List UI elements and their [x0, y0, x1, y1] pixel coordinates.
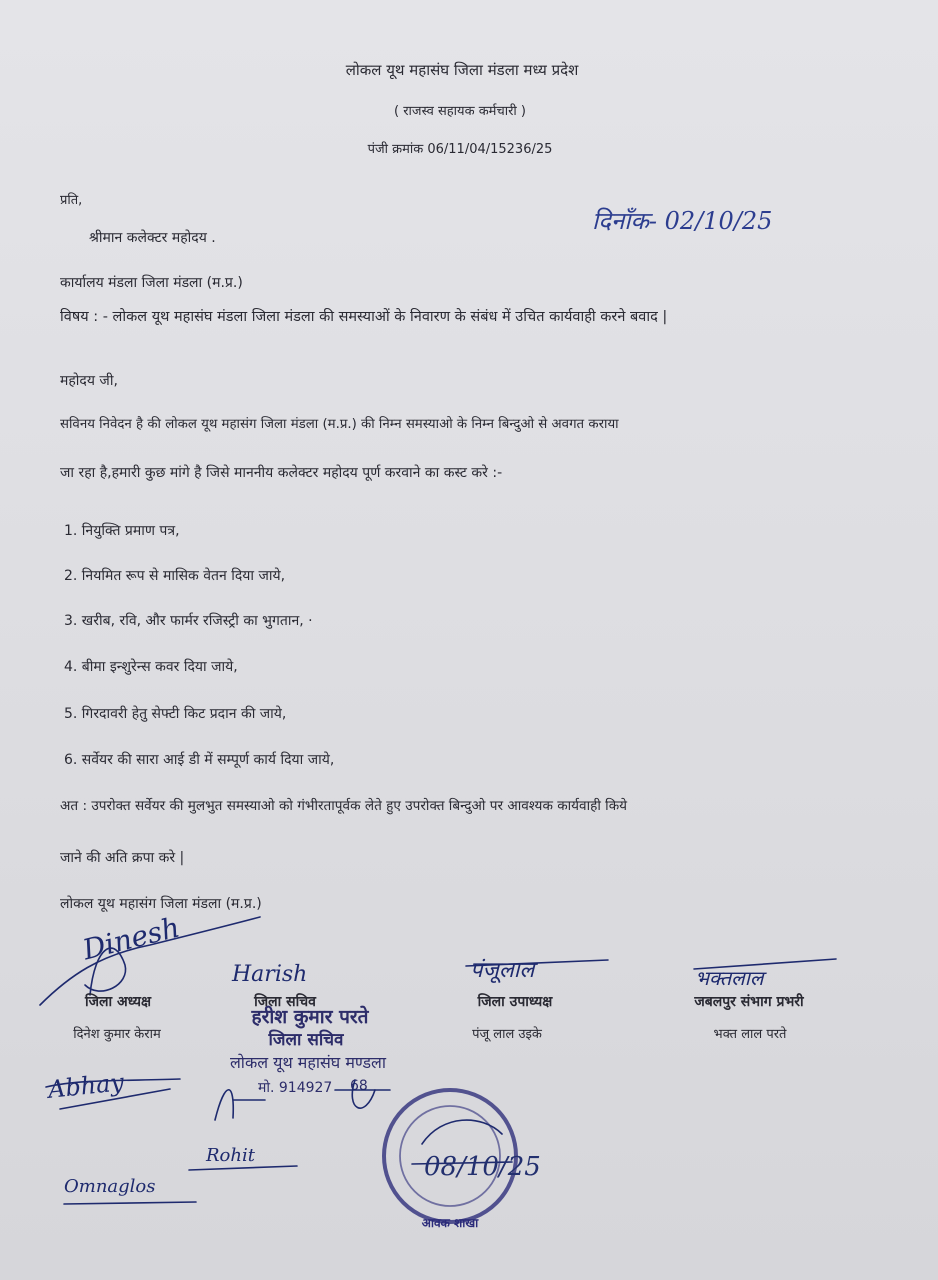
demand-item: 3. खरीब, रवि, और फार्मर रजिस्ट्री का भुगतान, ·: [64, 613, 313, 629]
signatory-name: भक्त लाल परते: [713, 1027, 787, 1042]
extra-signature: Rohit: [206, 1145, 255, 1166]
extra-signature-stroke: [185, 1160, 305, 1174]
prati-label: प्रति,: [60, 193, 83, 208]
intro-line-2: जा रहा है,हमारी कुछ मांगे है जिसे माननीय कलेक्टर महोदय पूर्ण करवाने का कस्ट करे :-: [60, 465, 503, 481]
letterhead-org-line: लोकल यूथ महासंघ जिला मंडला मध्य प्रदेश: [345, 61, 579, 79]
receipt-stamp: [382, 1074, 594, 1244]
demand-item: 2. नियमित रूप से मासिक वेतन दिया जाये,: [64, 568, 286, 584]
letterhead-sub-line: ( राजस्व सहायक कर्मचारी ): [394, 104, 526, 119]
demand-item: 5. गिरदावरी हेतु सेफ्टी किट प्रदान की जाये,: [64, 706, 287, 722]
signature-division-incharge: भक्तलाल: [695, 966, 764, 990]
extra-signature-stroke: [60, 1198, 200, 1210]
signatory-designation: जिला उपाध्यक्ष: [477, 994, 553, 1010]
handwritten-date: दिनाँक- 02/10/25: [592, 207, 773, 235]
seal-organization: लोकल यूथ महासंघ मण्डला: [229, 1053, 387, 1072]
demand-item: 4. बीमा इन्शुरेन्स कवर दिया जाये,: [64, 659, 238, 675]
salutation: महोदय जी,: [60, 373, 118, 389]
extra-signature: Omnaglos: [64, 1176, 156, 1197]
registration-number: पंजी क्रमांक 06/11/04/15236/25: [367, 142, 553, 157]
extra-signature: Abhay: [46, 1068, 126, 1104]
signatory-designation: जबलपुर संभाग प्रभरी: [694, 994, 804, 1010]
signature-district-vice-president: पंजूलाल: [470, 958, 535, 983]
closing-organization: लोकल यूथ महासंग जिला मंडला (म.प्र.): [60, 896, 262, 912]
seal-mobile-suffix: 68: [350, 1078, 368, 1094]
closing-line-1: अत : उपरोक्त सर्वेयर की मुलभुत समस्याओ को गंभीरतापूर्वक लेते हुए उपरोक्त बिन्दुओ पर आवश्यक कार्यवाही किये: [60, 798, 628, 814]
signatory-designation: जिला अध्यक्ष: [84, 994, 152, 1010]
seal-title: जिला सचिव: [268, 1030, 344, 1050]
signature-underline: [690, 955, 840, 975]
subject-line: विषय : - लोकल यूथ महासंघ मंडला जिला मंडला की समस्याओं के निवारण के संबंध में उचित कार्यवाही करने बवाद |: [60, 309, 668, 325]
seal-mobile: मो. 914927: [258, 1080, 333, 1096]
closing-line-2: जाने की अति क्रपा करे |: [60, 850, 185, 866]
seal-overwrite-scribble: [205, 1070, 395, 1130]
extra-signature-stroke: [40, 1075, 190, 1115]
receipt-date: 08/10/25: [424, 1152, 541, 1182]
demand-item: 1. नियुक्ति प्रमाण पत्र,: [64, 523, 180, 539]
recipient-title: श्रीमान कलेक्टर महोदय .: [89, 230, 216, 246]
signature-district-secretary: Harish: [232, 962, 308, 987]
signature-district-president: Dinesh: [79, 910, 183, 967]
demand-item: 6. सर्वेयर की सारा आई डी में सम्पूर्ण कार्य दिया जाये,: [64, 752, 335, 768]
recipient-office: कार्यालय मंडला जिला मंडला (म.प्र.): [60, 275, 243, 291]
signatory-name: पंजू लाल उइके: [472, 1027, 542, 1042]
intro-line-1: सविनय निवेदन है की लोकल यूथ महासंग जिला मंडला (म.प्र.) की निम्न समस्याओ के निम्न बिन्दुओ से अवगत कराया: [60, 417, 619, 432]
receipt-stamp-label: आवक शाखा: [421, 1216, 479, 1230]
signatory-designation: जिला सचिव: [254, 994, 316, 1010]
seal-name: हरीश कुमार परते: [251, 1006, 369, 1028]
signature-underline: [462, 954, 612, 988]
signatory-name: दिनेश कुमार केराम: [73, 1027, 161, 1042]
